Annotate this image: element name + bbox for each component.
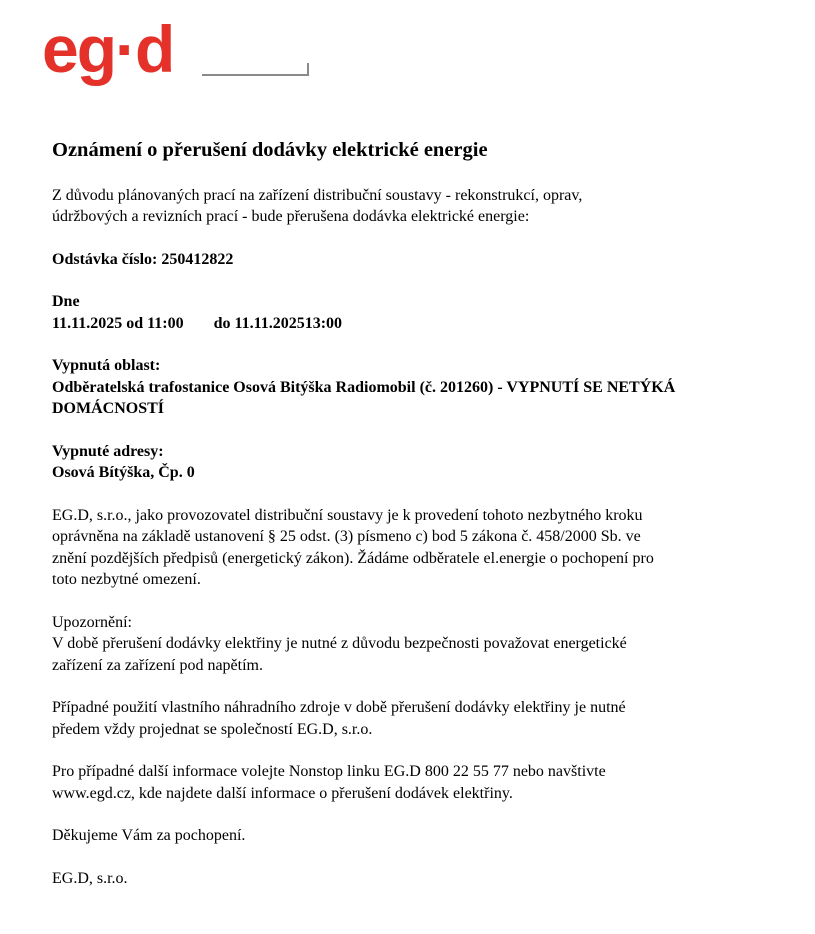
notice-title: Oznámení o přerušení dodávky elektrické energie xyxy=(52,139,488,161)
logo-dot: · xyxy=(115,12,136,86)
info-paragraph xyxy=(52,761,782,804)
warning-paragraph xyxy=(52,612,782,677)
area-line-1: Odběratelská trafostanice Osová Bitýška Radiomobil (č. 201260) - VYPNUTÍ SE NETÝKÁ xyxy=(52,378,676,396)
date-from: 11.11.2025 od 11:00 xyxy=(52,314,184,332)
addresses-heading: Vypnuté adresy: xyxy=(52,442,164,460)
signature-line: EG.D, s.r.o. xyxy=(52,869,128,887)
legal-line-3: znění pozdějších předpisů (energetický zákon). Žádáme odběratele el.energie o pochopení pro xyxy=(52,549,654,567)
address-value: Osová Bítýška, Čp. 0 xyxy=(52,464,195,482)
egd-logo-wordmark xyxy=(42,12,174,86)
info-line-2: www.egd.cz, kde najdete další informace o přerušení dodávek elektřiny. xyxy=(52,784,513,802)
logo-underline-tick xyxy=(307,63,309,76)
warning-heading: Upozornění: xyxy=(52,613,132,631)
logo-underline xyxy=(202,74,308,76)
date-block xyxy=(52,291,782,334)
warning-line-1: V době přerušení dodávky elektřiny je nutné z důvodu bezpečnosti považovat energetické xyxy=(52,635,627,653)
generator-line-2: předem vždy projednat se společností EG.D, s.r.o. xyxy=(52,720,373,738)
outage-number: Odstávka číslo: 250412822 xyxy=(52,250,234,268)
legal-line-4: toto nezbytné omezení. xyxy=(52,571,201,589)
date-to: do 11.11.2025 xyxy=(213,314,305,332)
info-line-1: Pro případné další informace volejte Nonstop linku EG.D 800 22 55 77 nebo navštivte xyxy=(52,763,606,781)
intro-line-2: údržbových a revizních prací - bude přerušena dodávka elektrické energie: xyxy=(52,208,530,226)
time-to: 13:00 xyxy=(304,314,343,332)
generator-line-1: Případné použití vlastního náhradního zdroje v době přerušení dodávky elektřiny je nutné xyxy=(52,699,626,717)
area-heading: Vypnutá oblast: xyxy=(52,357,161,375)
date-heading: Dne xyxy=(52,293,80,311)
logo-text-d: d xyxy=(135,12,174,86)
intro-line-1: Z důvodu plánovaných prací na zařízení distribuční soustavy - rekonstrukcí, oprav, xyxy=(52,186,583,204)
intro-paragraph xyxy=(52,185,782,228)
area-block xyxy=(52,355,782,420)
legal-line-1: EG.D, s.r.o., jako provozovatel distribuční soustavy je k provedení tohoto nezbytného kroku xyxy=(52,506,643,524)
legal-paragraph xyxy=(52,505,782,591)
generator-paragraph xyxy=(52,697,782,740)
addresses-block xyxy=(52,441,782,484)
egd-logo xyxy=(42,12,314,86)
legal-line-2: oprávněna na základě ustanovení § 25 odst. (3) písmeno c) bod 5 zákona č. 458/2000 Sb. ve xyxy=(52,528,641,546)
warning-line-2: zařízení za zařízení pod napětím. xyxy=(52,656,263,674)
thanks-line: Děkujeme Vám za pochopení. xyxy=(52,827,246,845)
logo-text-eg: eg xyxy=(42,12,116,86)
notice-content xyxy=(52,138,782,910)
area-line-2: DOMÁCNOSTÍ xyxy=(52,400,165,418)
